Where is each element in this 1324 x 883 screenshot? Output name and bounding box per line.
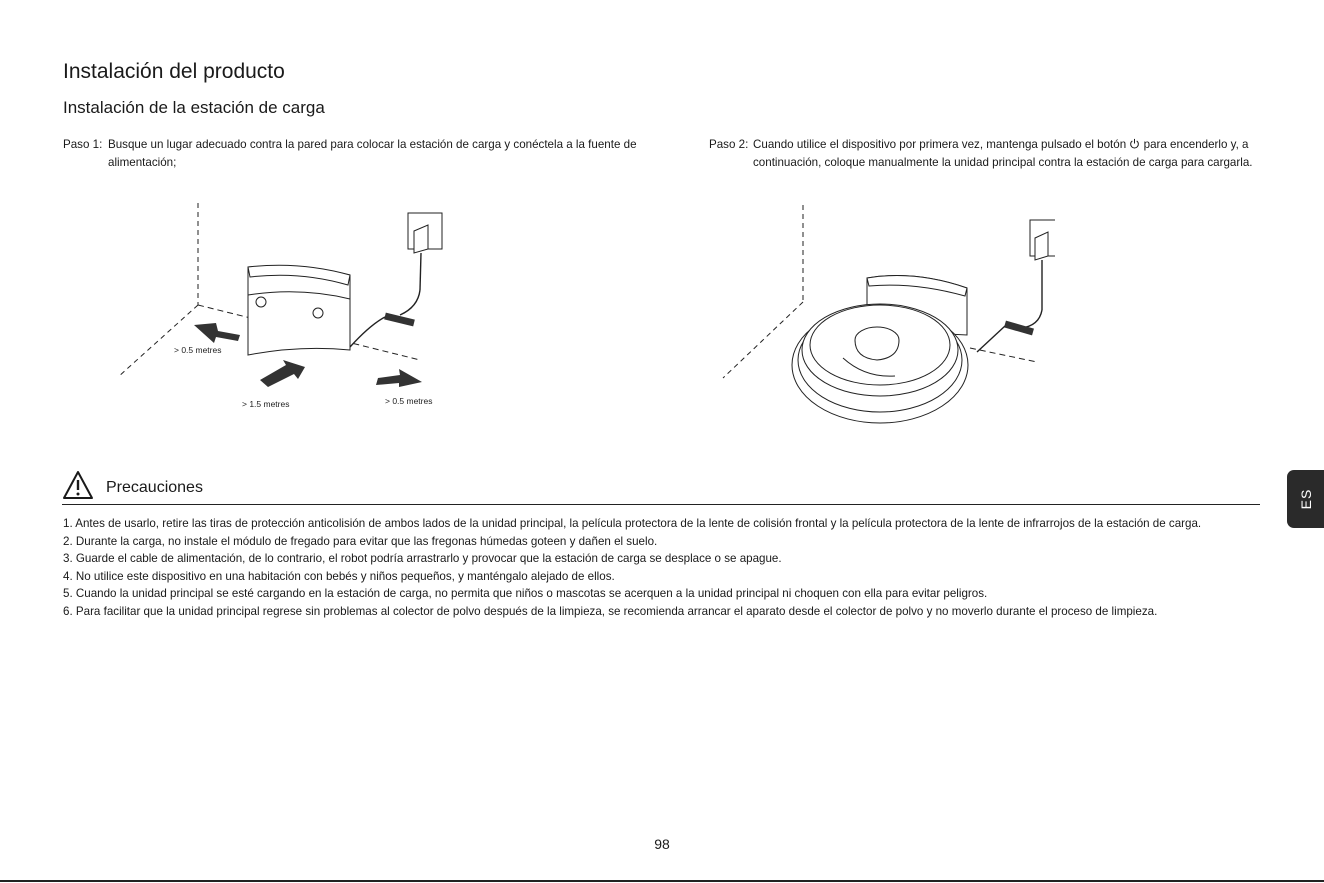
step-2-text [753, 136, 1269, 171]
precaution-item: 2. Durante la carga, no instale el módulo de fregado para evitar que las fregonas húmedas goteen y dañen el suelo. [63, 534, 658, 548]
step-2-label: Paso 2: [709, 138, 749, 151]
section-subtitle: Instalación de la estación de carga [63, 98, 325, 117]
robot-docking-illustration [715, 200, 1055, 435]
precaution-item: 4. No utilice este dispositivo en una habitación con bebés y niños pequeños, y manténgalo alejado de ellos. [63, 569, 615, 583]
precaution-item: 5. Cuando la unidad principal se esté cargando en la estación de carga, no permita que niños o mascotas se acerquen a la unidad principal ni choquen con ella para evitar peligros. [63, 587, 988, 600]
page-title: Instalación del producto [63, 60, 285, 83]
precaution-item: 6. Para facilitar que la unidad principal regrese sin problemas al colector de polvo después de la limpieza, se recomienda arrancar el aparato desde el colector de polvo y no moverlo durante el proceso de limpieza. [63, 604, 1158, 618]
step-1-label: Paso 1: [63, 138, 103, 151]
front-distance-label: > 1.5 metres [242, 399, 290, 409]
precaution-item: 1. Antes de usarlo, retire las tiras de protección anticolisión de ambos lados de la unidad principal, la película protectora de la lente de colisión frontal y la película protectora de la lente de infrarrojos de la estación de carga. [63, 517, 1202, 530]
page-number: 98 [654, 836, 670, 852]
step-1-text: Busque un lugar adecuado contra la pared para colocar la estación de carga y conéctela a la fuente de alimentación; [108, 138, 637, 169]
language-tab-label: ES [1297, 488, 1314, 510]
precaution-item: 3. Guarde el cable de alimentación, de lo contrario, el robot podría arrastrarlo y provocar que la estación de carga se desplace o se apague. [63, 552, 782, 565]
dock-clearance-illustration [110, 195, 455, 420]
step-2-text-before-icon: Cuando utilice el dispositivo por primera vez, mantenga pulsado el botón [753, 138, 1127, 151]
left-distance-label: > 0.5 metres [174, 345, 222, 355]
language-tab [1287, 470, 1324, 528]
right-distance-label: > 0.5 metres [385, 396, 433, 406]
step-2-text-after-icon: para encenderlo y, a continuación, coloque manualmente la unidad principal contra la estación de carga para cargarla. [753, 138, 1253, 169]
step-2 [709, 136, 1269, 171]
precautions-header [62, 470, 1260, 505]
precautions-title: Precauciones [106, 479, 203, 496]
precautions-list [63, 515, 1263, 620]
warning-icon [62, 470, 94, 500]
power-icon [1129, 138, 1140, 149]
bottom-rule [0, 880, 1324, 882]
step-1 [63, 136, 643, 171]
